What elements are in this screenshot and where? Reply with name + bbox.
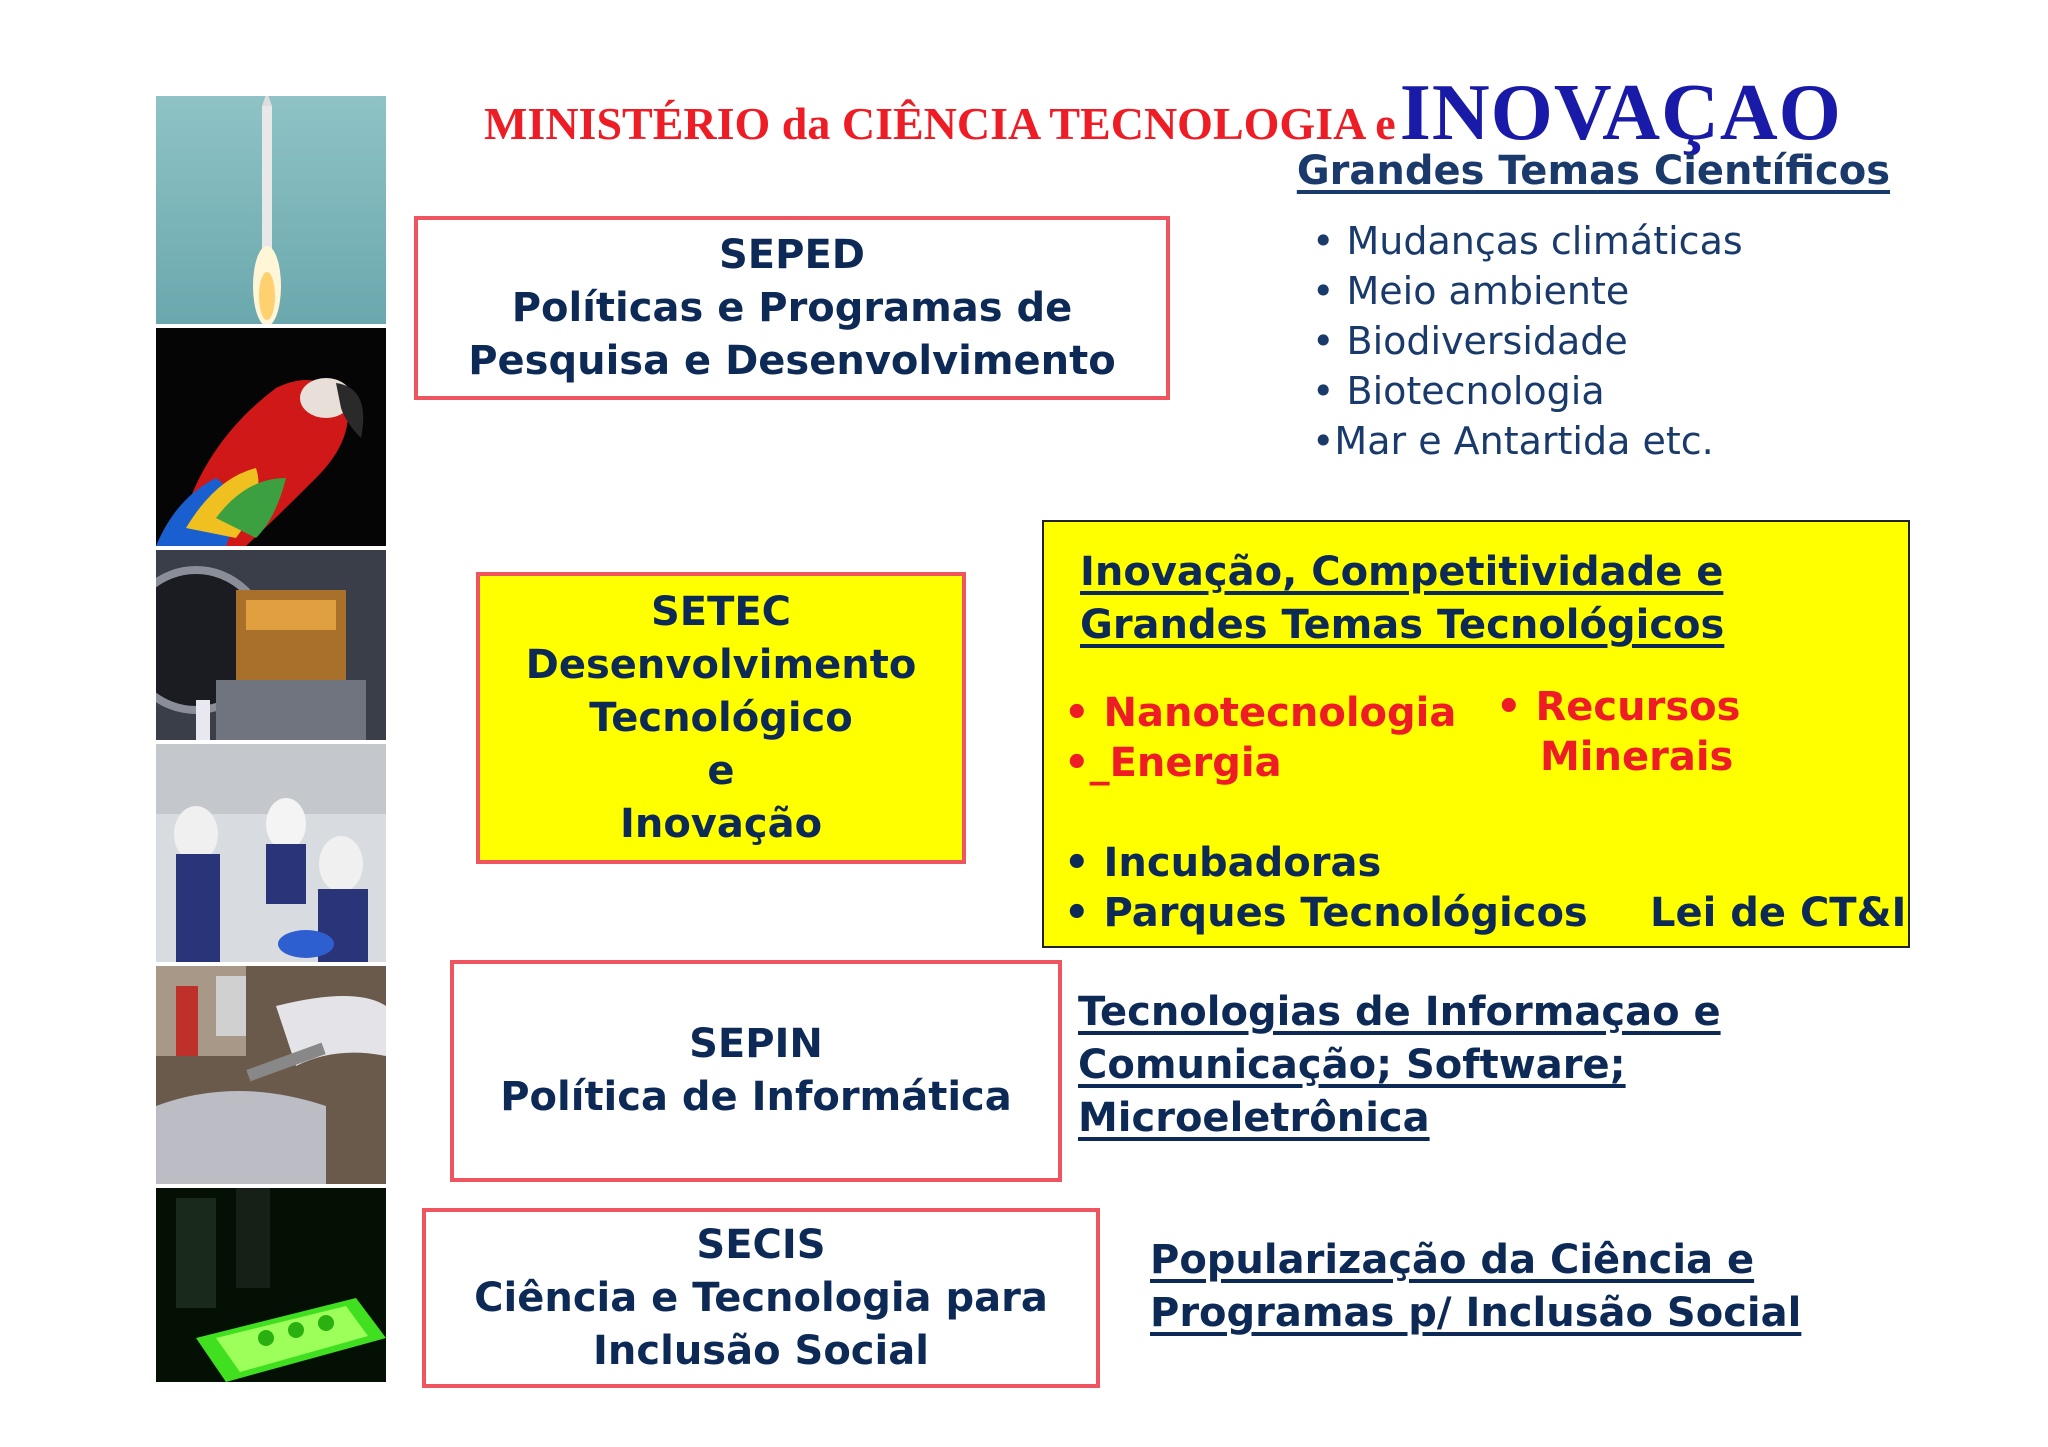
sepin-topics	[1078, 986, 1721, 1145]
topic-line: Comunicação; Software;	[1078, 1042, 1626, 1088]
parques-item: • Parques Tecnológicos	[1064, 890, 1588, 936]
secis-topics	[1150, 1234, 1801, 1340]
seped-box	[414, 216, 1170, 400]
photo-satellite-lab	[156, 550, 386, 740]
seped-line: Pesquisa e Desenvolvimento	[468, 337, 1116, 384]
setec-line: Desenvolvimento	[525, 641, 917, 688]
page-title	[484, 68, 1884, 158]
photo-cleanroom-workers	[156, 744, 386, 962]
setec-acronym: SETEC	[650, 588, 792, 635]
seped-acronym: SEPED	[719, 231, 865, 278]
tech-themes-panel	[1042, 520, 1910, 948]
title-emphasis: INOVAÇAO	[1399, 69, 1842, 157]
secis-box	[422, 1208, 1100, 1388]
list-item: • Biodiversidade	[1312, 319, 1628, 363]
sepin-line: Política de Informática	[500, 1074, 1012, 1120]
minerais-item: Minerais	[1540, 734, 1734, 780]
secis-line: Inclusão Social	[593, 1327, 929, 1374]
lei-cti-item: Lei de CT&I	[1650, 890, 1907, 936]
setec-line: e	[707, 747, 735, 794]
sepin-acronym: SEPIN	[689, 1021, 823, 1067]
topic-line: Microeletrônica	[1078, 1095, 1430, 1141]
energia-item: •_Energia	[1064, 740, 1282, 786]
tech-heading-line: Inovação, Competitividade e	[1080, 549, 1724, 595]
topic-line: Popularização da Ciência e	[1150, 1237, 1755, 1283]
topic-line: Tecnologias de Informaçao e	[1078, 989, 1721, 1035]
tech-themes-heading	[1080, 546, 1724, 652]
science-themes-list	[1312, 216, 1743, 466]
list-item: • Biotecnologia	[1312, 369, 1605, 413]
secis-acronym: SECIS	[696, 1221, 826, 1268]
recursos-item: • Recursos	[1496, 684, 1741, 730]
title-prefix: MINISTÉRIO da CIÊNCIA TECNOLOGIA e	[484, 98, 1396, 149]
sepin-box	[450, 960, 1062, 1182]
topic-line: Programas p/ Inclusão Social	[1150, 1290, 1802, 1336]
setec-box	[476, 572, 966, 864]
secis-line: Ciência e Tecnologia para	[474, 1274, 1048, 1321]
nanotecnologia-item: • Nanotecnologia	[1064, 690, 1457, 736]
setec-line: Inovação	[619, 800, 823, 847]
photo-macaw	[156, 328, 386, 546]
list-item: • Meio ambiente	[1312, 269, 1630, 313]
setec-line: Tecnológico	[589, 694, 853, 741]
photo-rocket-launch	[156, 96, 386, 324]
photo-lab-gloves	[156, 966, 386, 1184]
incubadoras-item: • Incubadoras	[1064, 840, 1382, 886]
tech-heading-line: Grandes Temas Tecnológicos	[1080, 602, 1725, 648]
seped-line: Políticas e Programas de	[511, 284, 1073, 331]
photo-green-microplate	[156, 1188, 386, 1382]
list-item: •Mar e Antartida etc.	[1312, 419, 1714, 463]
science-themes-heading: Grandes Temas Científicos	[1296, 148, 1890, 194]
list-item: • Mudanças climáticas	[1312, 219, 1743, 263]
